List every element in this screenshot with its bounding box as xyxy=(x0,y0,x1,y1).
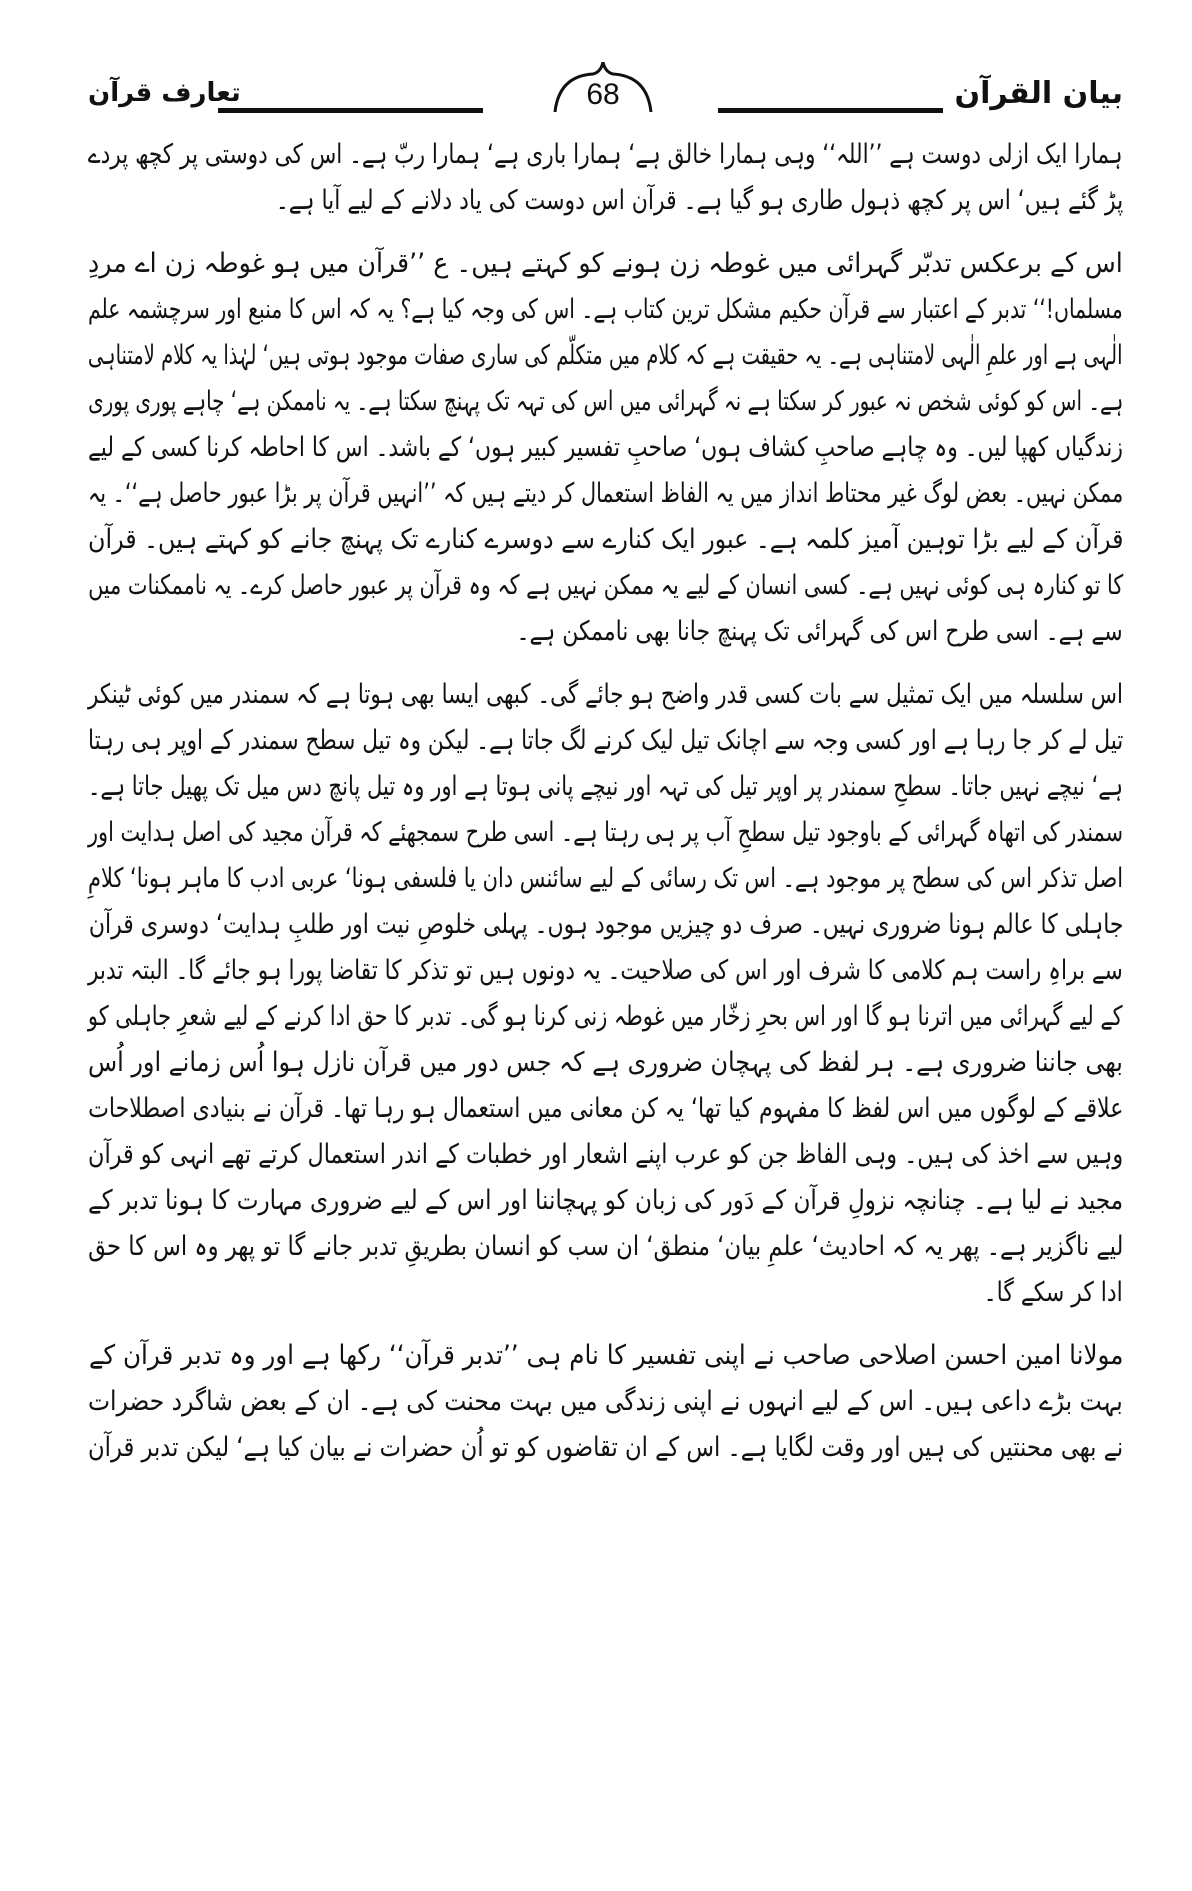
text-line-content: سے براہِ راست ہم کلامی کا شرف اور اس کی صلاحیت۔ یہ دونوں ہیں تو تذکر کا تقاضا پورا ہو جائے گا۔ البتہ تدبر xyxy=(88,955,1123,986)
text-line xyxy=(88,1425,1123,1471)
book-title: بیان القرآن xyxy=(954,76,1123,111)
text-line-content: اس سلسلہ میں ایک تمثیل سے بات کسی قدر واضح ہو جائے گی۔ کبھی ایسا بھی ہوتا ہے کہ سمندر میں کوئی ٹینکر xyxy=(88,679,1123,710)
text-line xyxy=(88,1270,1123,1316)
text-line xyxy=(88,1040,1123,1086)
text-line-content: مولانا امین احسن اصلاحی صاحب نے اپنی تفسیر کا نام ہی ’’تدبر قرآن‘‘ رکھا ہے اور وہ تدبر قرآن کے xyxy=(88,1340,1123,1371)
text-line xyxy=(88,1132,1123,1178)
text-line-content: کے لیے گہرائی میں اترنا ہو گا اور اس بحرِ زخّار میں غوطہ زنی کرنا ہو گی۔ تدبر کا حق ادا کرنے کے لیے شعرِ جاہلی کو xyxy=(88,1001,1123,1032)
text-line xyxy=(88,994,1123,1040)
text-line-content: قرآن کے لیے بڑا توہین آمیز کلمہ ہے۔ عبور ایک کنارے سے دوسرے کنارے تک پہنچ جانے کو کہتے ہیں۔ قرآن xyxy=(87,524,1123,555)
page-body xyxy=(88,132,1123,1488)
text-line-content: بھی جاننا ضروری ہے۔ ہر لفظ کی پہچان ضروری ہے کہ جس دور میں قرآن نازل ہوا اُس زمانے اور اُس xyxy=(88,1047,1123,1078)
text-line xyxy=(88,333,1123,379)
text-line xyxy=(88,1379,1123,1425)
text-line-content: اس کے برعکس تدبّر گہرائی میں غوطہ زن ہونے کو کہتے ہیں۔ ع ’’قرآن میں ہو غوطہ زن اے مردِ xyxy=(88,248,1123,279)
text-line-content: کا تو کنارہ ہی کوئی نہیں ہے۔ کسی انسان کے لیے یہ ممکن نہیں ہے کہ وہ قرآن پر عبور حاصل کرے۔ یہ ناممکنات میں xyxy=(87,570,1123,601)
text-line xyxy=(88,1178,1123,1224)
text-line xyxy=(88,902,1123,948)
text-line-content: ممکن نہیں۔ بعض لوگ غیر محتاط انداز میں یہ الفاظ استعمال کر دیتے ہیں کہ ’’انہیں قرآن پر بڑا عبور حاصل ہے‘‘۔ یہ xyxy=(87,478,1123,509)
paragraph xyxy=(88,132,1123,224)
text-line-content: اصل تذکر اس کی سطح پر موجود ہے۔ اس تک رسائی کے لیے سائنس دان یا فلسفی ہونا‘ عربی ادب کا ماہر ہونا‘ کلامِ xyxy=(87,863,1123,894)
text-line-content: پڑ گئے ہیں‘ اس پر کچھ ذہول طاری ہو گیا ہے۔ قرآن اس دوست کی یاد دلانے کے لیے آیا ہے۔ xyxy=(275,185,1123,216)
text-line-content: نے بھی محنتیں کی ہیں اور وقت لگایا ہے۔ اس کے ان تقاضوں کو تو اُن حضرات نے بیان کیا ہے‘ لیکن تدبر قرآن xyxy=(87,1432,1123,1463)
text-line xyxy=(88,810,1123,856)
text-line-content: مجید نے لیا ہے۔ چنانچہ نزولِ قرآن کے دَور کی زبان کو پہچاننا اور اس کے لیے ضروری مہارت کا ہونا تدبر کے xyxy=(87,1185,1123,1216)
text-line-content: وہیں سے اخذ کی ہیں۔ وہی الفاظ جن کو عرب اپنے اشعار اور خطبات کے اندر استعمال کرتے تھے انہی کو قرآن xyxy=(87,1139,1123,1170)
paragraph xyxy=(88,1333,1123,1471)
text-line xyxy=(88,672,1123,718)
text-line-content: ہمارا ایک ازلی دوست ہے ’’اللہ‘‘ وہی ہمارا خالق ہے‘ ہمارا باری ہے‘ ہمارا ربّ ہے۔ اس کی دوستی پر کچھ پردے xyxy=(88,139,1123,170)
section-title: تعارف قرآن xyxy=(88,78,241,108)
text-line-content: ہے۔ اس کو کوئی شخص نہ عبور کر سکتا ہے نہ گہرائی میں اس کی تہہ تک پہنچ سکتا ہے۔ یہ ناممکن ہے‘ چاہے پوری پوری xyxy=(87,386,1123,417)
text-line xyxy=(88,241,1123,287)
text-line xyxy=(88,856,1123,902)
text-line-content: علاقے کے لوگوں میں اس لفظ کا مفہوم کیا تھا‘ یہ کن معانی میں استعمال ہو رہا تھا۔ قرآن نے بنیادی اصطلاحات xyxy=(87,1093,1123,1124)
text-line xyxy=(88,1224,1123,1270)
text-line-content: تیل لے کر جا رہا ہے اور کسی وجہ سے اچانک تیل لیک کرنے لگ جاتا ہے۔ لیکن وہ تیل سطح سمندر کے اوپر ہی رہتا xyxy=(87,725,1123,756)
text-line-content: مسلماں!‘‘ تدبر کے اعتبار سے قرآن حکیم مشکل ترین کتاب ہے۔ اس کی وجہ کیا ہے؟ یہ کہ اس کا منبع اور سرچشمہ علم xyxy=(88,294,1123,325)
text-line-content: الٰہی ہے اور علمِ الٰہی لامتناہی ہے۔ یہ حقیقت ہے کہ کلام میں متکلّم کی ساری صفات موجود ہوتی ہیں‘ لہٰذا یہ کلام لامتناہی xyxy=(88,340,1123,371)
text-line xyxy=(88,563,1123,609)
text-line xyxy=(88,379,1123,425)
text-line xyxy=(88,764,1123,810)
text-line-content: بہت بڑے داعی ہیں۔ اس کے لیے انہوں نے اپنی زندگی میں بہت محنت کی ہے۔ ان کے بعض شاگرد حضرات xyxy=(88,1386,1123,1417)
text-line xyxy=(88,132,1123,178)
header-rule-right xyxy=(718,108,943,113)
text-line xyxy=(88,471,1123,517)
text-line xyxy=(88,425,1123,471)
text-line xyxy=(88,609,1123,655)
text-line-content: سے ہے۔ اسی طرح اس کی گہرائی تک پہنچ جانا بھی ناممکن ہے۔ xyxy=(516,616,1123,647)
text-line xyxy=(88,948,1123,994)
header-rule-left xyxy=(218,108,483,113)
text-line xyxy=(88,1086,1123,1132)
paragraph xyxy=(88,672,1123,1316)
page-header xyxy=(88,62,1123,132)
text-line-content: جاہلی کا عالم ہونا ضروری نہیں۔ صرف دو چیزیں موجود ہوں۔ پہلی خلوصِ نیت اور طلبِ ہدایت‘ دوسری قرآن xyxy=(88,909,1123,940)
text-line-content: سمندر کی اتھاہ گہرائی کے باوجود تیل سطحِ آب پر ہی رہتا ہے۔ اسی طرح سمجھئے کہ قرآن مجید کی اصل ہدایت اور xyxy=(87,817,1123,848)
page-number: 68 xyxy=(586,78,620,111)
text-line xyxy=(88,178,1123,224)
text-line-content: ادا کر سکے گا۔ xyxy=(984,1277,1123,1308)
text-line xyxy=(88,1333,1123,1379)
text-line-content: زندگیاں کھپا لیں۔ وہ چاہے صاحبِ کشاف ہوں‘ صاحبِ تفسیر کبیر ہوں‘ کے باشد۔ اس کا احاطہ کرنا کسی کے لیے xyxy=(88,432,1123,463)
text-line-content: ہے‘ نیچے نہیں جاتا۔ سطحِ سمندر پر اوپر تیل کی تہہ اور نیچے پانی ہوتا ہے اور وہ تیل پانچ دس میل تک پھیل جاتا ہے۔ xyxy=(87,771,1123,802)
text-line-content: لیے ناگزیر ہے۔ پھر یہ کہ احادیث‘ علمِ بیان‘ منطق‘ ان سب کو انسان بطریقِ تدبر جانے گا تو پھر وہ اس کا حق xyxy=(87,1231,1123,1262)
page-number-frame xyxy=(553,62,653,122)
text-line xyxy=(88,287,1123,333)
text-line xyxy=(88,517,1123,563)
text-line xyxy=(88,718,1123,764)
paragraph xyxy=(88,241,1123,655)
